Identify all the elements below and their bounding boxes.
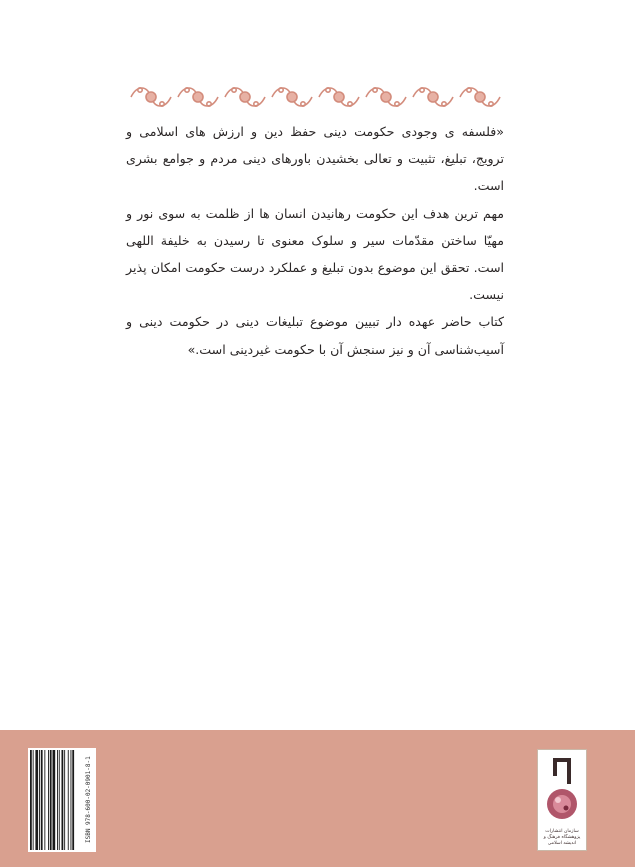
back-cover-text bbox=[126, 118, 504, 363]
paragraph-3: کتاب حاضر عهده دار تبیین موضوع تبلیغات دینی در حکومت دینی و آسیب‌شناسی آن و نیز سنجش آن با حکومت غیردینی است.» bbox=[126, 314, 504, 357]
publisher-name: سازمان انتشارات پژوهشگاه فرهنگ و اندیشه اسلامی bbox=[543, 829, 581, 846]
isbn-number: ISBN 978-600-02-0901-8-1 bbox=[85, 756, 92, 844]
floral-ornament-border bbox=[128, 82, 503, 112]
publisher-emblem-icon bbox=[538, 750, 586, 834]
paragraph-1: «فلسفه ی وجودی حکومت دینی حفظ دین و ارزش های اسلامی و ترویج، تبلیغ، تثبیت و تعالی بخشیدن باورهای دینی مردم و جوامع بشری است. bbox=[126, 124, 504, 194]
publisher-logo bbox=[537, 749, 587, 851]
paragraph-2: مهم ترین هدف این حکومت رهانیدن انسان ها از ظلمت به سوی نور و مهیّا ساختن مقدّمات سیر و سلوک معنوی تا رسیدن به خلیفة اللهی است. تحقق این موضوع بدون تبلیغ و عملکرد درست حکومت امکان پذیر نیست. bbox=[126, 205, 504, 303]
